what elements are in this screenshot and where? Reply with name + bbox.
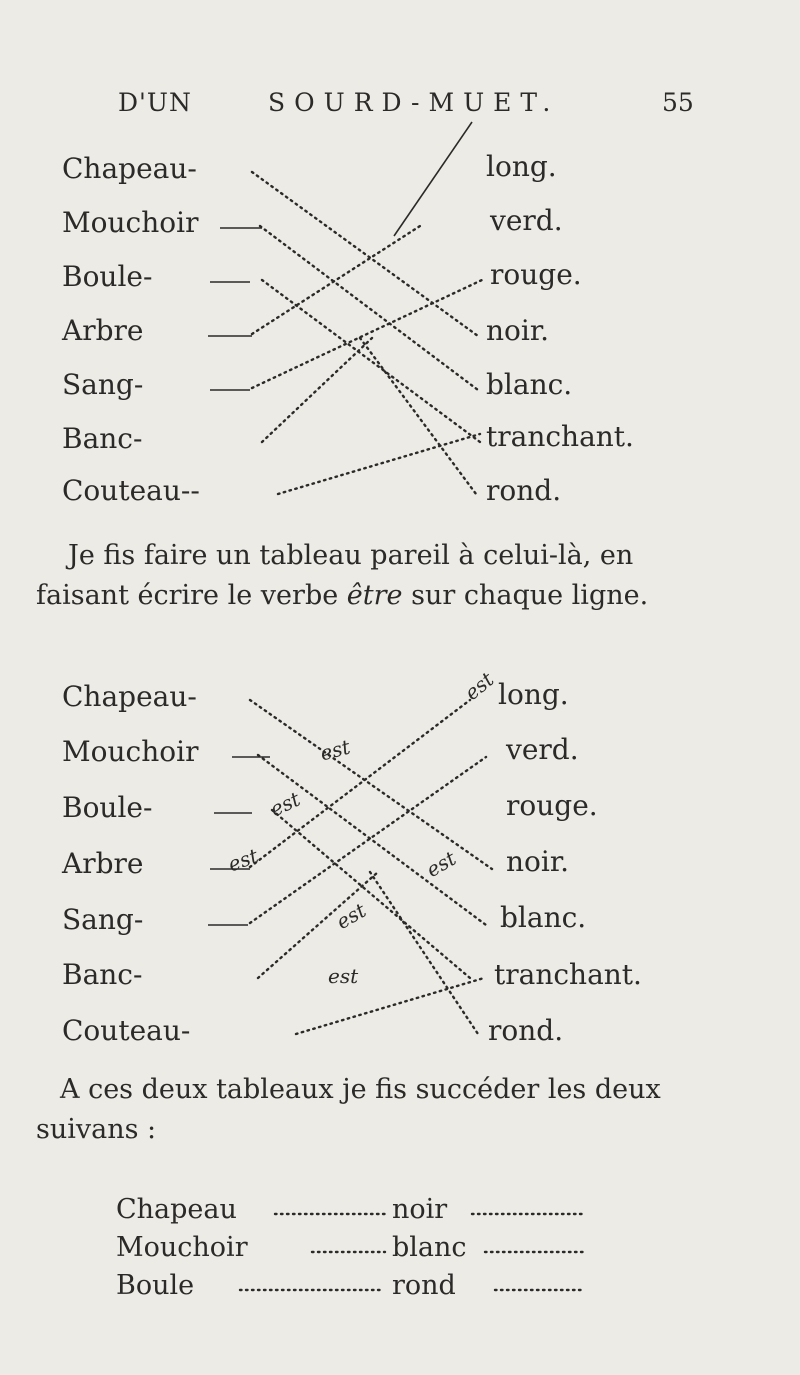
t1-left-6: Banc- bbox=[62, 422, 143, 455]
t2-right-5: blanc. bbox=[500, 901, 587, 934]
t2-left-7: Couteau- bbox=[62, 1014, 191, 1047]
t1-left-7: Couteau-- bbox=[62, 474, 200, 507]
t2-verb-4: est bbox=[422, 846, 461, 882]
paragraph-2 bbox=[36, 1070, 661, 1150]
paragraph-1-line-2 bbox=[36, 576, 648, 616]
paragraph-2-line-2: suivans : bbox=[36, 1114, 157, 1145]
t2-right-2: verd. bbox=[506, 733, 579, 766]
table1-connectors bbox=[208, 122, 482, 494]
t3-right-3: rond bbox=[392, 1270, 456, 1301]
paragraph-1-line-1: Je fis faire un tableau pareil à celui-là, en bbox=[68, 540, 634, 571]
t3-left-1: Chapeau bbox=[116, 1194, 237, 1225]
t2-left-3: Boule- bbox=[62, 791, 153, 824]
t1-right-7: rond. bbox=[486, 474, 562, 507]
paragraph-1-text: faisant écrire le verbe bbox=[36, 580, 347, 611]
t3-right-1: noir bbox=[392, 1194, 448, 1225]
t1-right-1: long. bbox=[486, 150, 557, 183]
paragraph-1-text-end: sur chaque ligne. bbox=[402, 580, 649, 611]
t2-verb-5: est bbox=[224, 843, 262, 877]
header-left: D'UN bbox=[118, 88, 192, 117]
t3-left-2: Mouchoir bbox=[116, 1232, 248, 1263]
t3-right-2: blanc bbox=[392, 1232, 467, 1263]
t1-right-2: verd. bbox=[490, 204, 563, 237]
t2-verb-7: est bbox=[328, 964, 359, 988]
t2-right-4: noir. bbox=[506, 845, 570, 878]
t3-left-3: Boule bbox=[116, 1270, 195, 1301]
t2-left-1: Chapeau- bbox=[62, 680, 197, 713]
t1-left-3: Boule- bbox=[62, 260, 153, 293]
t2-left-6: Banc- bbox=[62, 958, 143, 991]
t2-left-2: Mouchoir bbox=[62, 735, 199, 768]
paragraph-1-emphasis: être bbox=[346, 580, 403, 611]
t1-left-1: Chapeau- bbox=[62, 152, 197, 185]
t2-verb-2: est bbox=[317, 734, 353, 766]
t2-verb-1: est bbox=[459, 667, 499, 705]
header-title: SOURD-MUET. bbox=[268, 88, 560, 117]
page-number: 55 bbox=[662, 88, 694, 117]
t2-right-1: long. bbox=[498, 678, 569, 711]
t1-left-5: Sang- bbox=[62, 368, 144, 401]
paragraph-1 bbox=[36, 536, 648, 616]
t2-right-3: rouge. bbox=[506, 789, 598, 822]
t1-right-6: tranchant. bbox=[486, 420, 634, 453]
t2-verb-6: est bbox=[332, 898, 371, 934]
t1-right-3: rouge. bbox=[490, 258, 582, 291]
paragraph-2-line-1: A ces deux tableaux je fis succéder les deux bbox=[60, 1074, 661, 1105]
t2-right-6: tranchant. bbox=[494, 958, 642, 991]
running-header bbox=[0, 88, 800, 128]
t1-right-4: noir. bbox=[486, 314, 550, 347]
t2-left-5: Sang- bbox=[62, 903, 144, 936]
t1-left-4: Arbre bbox=[62, 314, 144, 347]
t1-left-2: Mouchoir bbox=[62, 206, 199, 239]
t1-right-5: blanc. bbox=[486, 368, 573, 401]
t2-verb-3: est bbox=[266, 786, 304, 822]
t2-left-4: Arbre bbox=[62, 847, 144, 880]
t2-right-7: rond. bbox=[488, 1014, 564, 1047]
